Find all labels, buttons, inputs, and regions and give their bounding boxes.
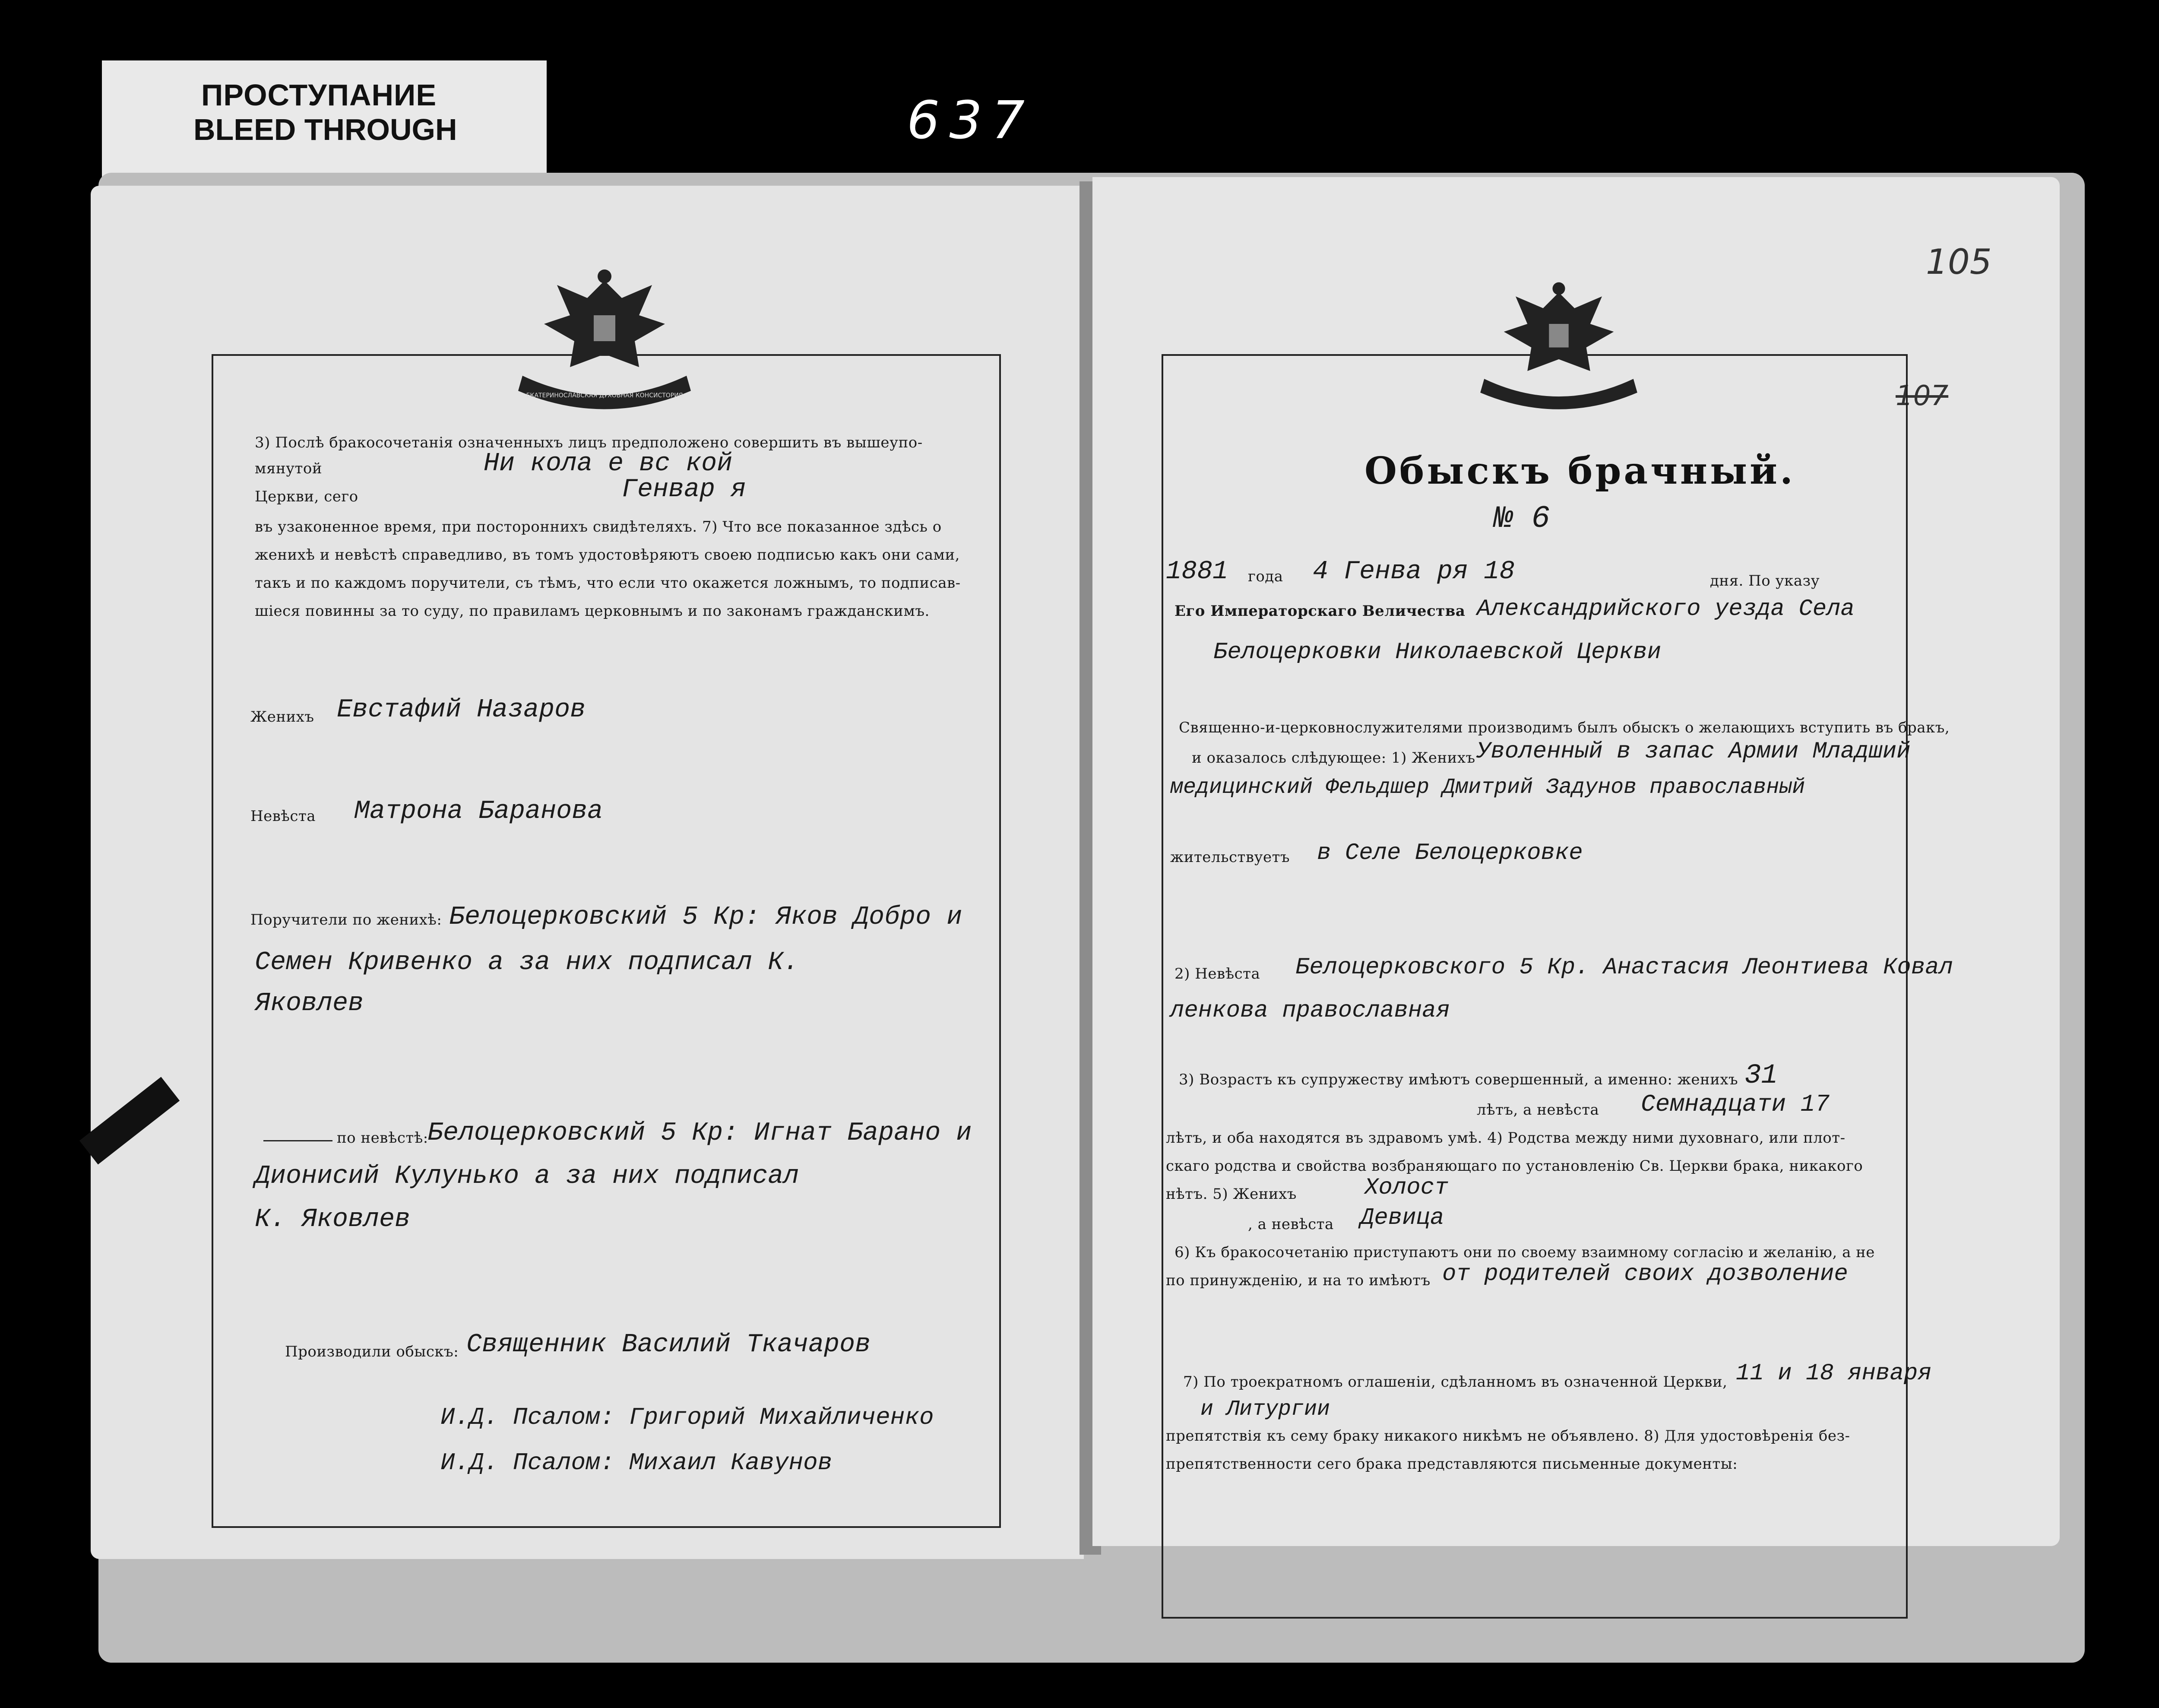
date-hw: 4 Генва ря 18	[1313, 557, 1515, 586]
groom-desc-hw-2: медицинский Фельдшер Дмитрий Задунов православный	[1170, 775, 1805, 800]
bride-name-hw: Матрона Баранова	[354, 797, 603, 826]
consent-hw: от родителей своих дозволение	[1442, 1261, 1848, 1287]
crest-ribbon-text: ЕКАТЕРИНОСЛАВСКАЯ ДУХОВНАЯ КОНСИСТОРИЯ	[526, 392, 683, 399]
church-name-hw: Ни кола е вс кой	[484, 449, 733, 478]
guarantors-groom-hw-3: Яковлев	[255, 989, 364, 1018]
guarantors-bride-hw-3: К. Яковлев	[255, 1205, 411, 1234]
age-label: 3) Возрастъ къ супружеству имѣютъ совершенный, а именно: женихъ	[1179, 1071, 1738, 1088]
bride-status-hw: Девица	[1360, 1205, 1444, 1231]
label-line-ru: ПРОСТУПАНИЕ	[201, 78, 437, 112]
church-hw-1: Александрийского уезда Села	[1477, 596, 1855, 622]
groom-name-hw: Евстафий Назаров	[337, 695, 586, 725]
health-line-3: нѣтъ. 5) Женихъ	[1166, 1185, 1297, 1203]
bride-label: Невѣста	[250, 808, 316, 825]
folio-number-old: 107	[1896, 380, 1949, 412]
search-clergy-hw-3: И.Д. Псалом: Михаил Кавунов	[440, 1449, 833, 1477]
bride-status-label: , а невѣста	[1248, 1216, 1334, 1233]
left-form-line-3: Церкви, сего	[255, 488, 358, 505]
guarantors-bride-hw-2: Дионисий Кулунько а за них подписал	[255, 1162, 799, 1191]
bride-label-right: 2) Невѣста	[1174, 965, 1260, 982]
majesty-line: Его Императорскаго Величества	[1174, 602, 1466, 620]
left-form-line-2: мянутой	[255, 460, 323, 477]
bride-age-hw: Семнадцати 17	[1641, 1090, 1830, 1118]
found-label: и оказалось слѣдующее: 1) Женихъ	[1192, 749, 1475, 767]
record-number-hw: № 6	[1494, 501, 1550, 536]
church-hw-2: Белоцерковки Николаевской Церкви	[1213, 639, 1661, 665]
bride-desc-hw-1: Белоцерковского 5 Кр. Анастасия Леонтиева Ковал	[1295, 954, 1953, 981]
final-line-2: препятственности сего брака представляются письменные документы:	[1166, 1455, 1738, 1473]
bride-desc-hw-2: ленкова православная	[1170, 998, 1450, 1024]
consent-line-1: 6) Къ бракосочетанію приступаютъ они по своему взаимному согласію и желанію, а не	[1174, 1244, 1875, 1261]
year-label: года	[1248, 568, 1283, 585]
bleed-through-label	[102, 60, 547, 190]
label-line-en: BLEED THROUGH	[193, 113, 457, 146]
left-form-line-6: такъ и по каждомъ поручители, съ тѣмъ, что если что окажется ложнымъ, то подписав-	[255, 574, 961, 592]
left-form-line-7: шіеся повинны за то суду, по правиламъ церковнымъ и по законамъ гражданскимъ.	[255, 602, 930, 620]
guarantors-bride-label: по невѣстѣ:	[337, 1129, 428, 1147]
guarantors-groom-hw-2: Семен Кривенко а за них подписал К.	[255, 948, 799, 977]
health-line-1: лѣтъ, и оба находятся въ здравомъ умѣ. 4) Родства между ними духовнаго, или плот-	[1166, 1129, 1846, 1147]
clergy-line: Священно-и-церковнослужителями производимъ былъ обыскъ о желающихъ вступить въ бракъ,	[1179, 719, 1950, 736]
announce-hw-2: и Литургии	[1200, 1397, 1330, 1422]
left-form-line-4: въ узаконенное время, при постороннихъ свидѣтеляхъ. 7) Что все показанное здѣсь о	[255, 518, 942, 536]
crest-emblem-left	[510, 268, 700, 410]
health-line-2: скаго родства и свойства возбраняющаго по установленію Св. Церкви брака, никакого	[1166, 1157, 1863, 1175]
resident-hw: в Селе Белоцерковке	[1317, 840, 1583, 866]
search-clergy-hw-2: И.Д. Псалом: Григорий Михайличенко	[440, 1404, 934, 1431]
groom-status-hw: Холост	[1364, 1175, 1449, 1201]
day-label: дня. По указу	[1710, 572, 1820, 589]
month-hw: Генвар я	[622, 475, 747, 504]
frame-number: 637	[907, 91, 1035, 151]
guarantors-bride-hw-1: Белоцерковский 5 Кр: Игнат Барано и	[427, 1119, 972, 1148]
year-hw: 1881	[1166, 557, 1228, 586]
folio-number: 105	[1926, 242, 1992, 282]
resident-label: жительствуетъ	[1170, 849, 1290, 866]
guarantors-groom-hw-1: Белоцерковский 5 Кр: Яков Добро и	[449, 903, 962, 932]
search-label: Производили обыскъ:	[285, 1343, 459, 1360]
announce-line: 7) По троекратномъ оглашеніи, сдѣланномъ въ означенной Церкви,	[1183, 1373, 1728, 1391]
guarantors-groom-label: Поручители по женихѣ:	[250, 911, 442, 928]
groom-label: Женихъ	[250, 708, 314, 726]
crest-emblem-right	[1468, 281, 1649, 410]
document-title: Обыскъ брачный.	[1364, 449, 1795, 493]
final-line-1: препятствія къ сему браку никакого никѣмъ не объявлено. 8) Для удостовѣренія без-	[1166, 1427, 1850, 1445]
consent-line-2: по принужденію, и на то имѣютъ	[1166, 1272, 1431, 1289]
announce-hw-1: 11 и 18 января	[1736, 1360, 1932, 1387]
search-clergy-hw-1: Священник Василий Ткачаров	[466, 1330, 871, 1359]
groom-desc-hw-1: Уволенный в запас Армии Младший	[1477, 738, 1911, 765]
left-form-line-5: женихѣ и невѣстѣ справедливо, въ томъ удостовѣряютъ своею подписью какъ они сами,	[255, 546, 960, 564]
left-form-line-1: 3) Послѣ бракосочетанія означенныхъ лицъ предположено совершить въ вышеупо-	[255, 434, 923, 451]
guarantors-bride-line	[263, 1140, 332, 1141]
groom-age-hw: 31	[1744, 1060, 1778, 1091]
bride-age-label: лѣтъ, а невѣста	[1477, 1101, 1599, 1119]
